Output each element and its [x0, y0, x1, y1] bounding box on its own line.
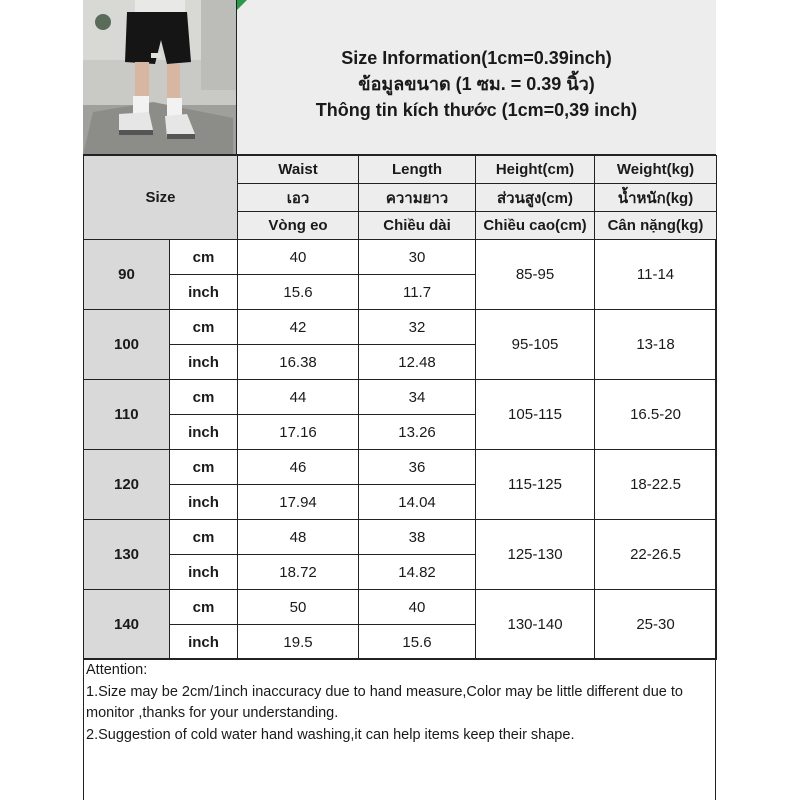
size-value: 130 — [84, 520, 170, 590]
table-row — [84, 520, 717, 555]
header-waist-en: Waist — [238, 156, 359, 184]
length-inch: 15.6 — [359, 625, 476, 660]
length-inch: 12.48 — [359, 345, 476, 380]
size-information-header — [237, 0, 716, 155]
unit-cm: cm — [170, 520, 238, 555]
header-weight-th: น้ำหนัก(kg) — [595, 184, 717, 212]
unit-inch: inch — [170, 625, 238, 660]
length-cm: 34 — [359, 380, 476, 415]
header-height-en: Height(cm) — [476, 156, 595, 184]
header-title-th: ข้อมูลขนาด (1 ซม. = 0.39 นิ้ว) — [358, 74, 595, 94]
size-column-title: Size — [84, 156, 238, 240]
unit-inch: inch — [170, 555, 238, 590]
length-cm: 38 — [359, 520, 476, 555]
header-title-en: Size Information(1cm=0.39inch) — [341, 48, 612, 68]
waist-inch: 17.16 — [238, 415, 359, 450]
height-range: 95-105 — [476, 310, 595, 380]
unit-inch: inch — [170, 275, 238, 310]
unit-cm: cm — [170, 450, 238, 485]
header-title-vi: Thông tin kích thước (1cm=0,39 inch) — [315, 100, 638, 120]
length-inch: 14.04 — [359, 485, 476, 520]
waist-cm: 42 — [238, 310, 359, 345]
waist-inch: 18.72 — [238, 555, 359, 590]
waist-cm: 44 — [238, 380, 359, 415]
weight-range: 22-26.5 — [595, 520, 717, 590]
waist-cm: 48 — [238, 520, 359, 555]
attention-note-2: 2.Suggestion of cold water hand washing,it can help items keep their shape. — [86, 726, 575, 743]
size-value: 120 — [84, 450, 170, 520]
attention-note-1: 1.Size may be 2cm/1inch inaccuracy due to hand measure,Color may be little different due to monitor ,thanks for your understanding. — [86, 683, 683, 721]
header-waist-vi: Vòng eo — [238, 212, 359, 240]
table-row — [84, 590, 717, 625]
unit-inch: inch — [170, 485, 238, 520]
length-cm: 30 — [359, 240, 476, 275]
attention-notes — [83, 658, 716, 800]
size-value: 100 — [84, 310, 170, 380]
unit-cm: cm — [170, 380, 238, 415]
waist-inch: 15.6 — [238, 275, 359, 310]
unit-cm: cm — [170, 590, 238, 625]
waist-inch: 16.38 — [238, 345, 359, 380]
header-waist-th: เอว — [238, 184, 359, 212]
waist-inch: 17.94 — [238, 485, 359, 520]
header-length-th: ความยาว — [359, 184, 476, 212]
length-inch: 14.82 — [359, 555, 476, 590]
size-value: 90 — [84, 240, 170, 310]
height-range: 115-125 — [476, 450, 595, 520]
header-length-vi: Chiều dài — [359, 212, 476, 240]
unit-cm: cm — [170, 310, 238, 345]
unit-inch: inch — [170, 345, 238, 380]
weight-range: 18-22.5 — [595, 450, 717, 520]
weight-range: 13-18 — [595, 310, 717, 380]
header-height-vi: Chiều cao(cm) — [476, 212, 595, 240]
product-photo-illustration — [83, 0, 237, 155]
size-value: 140 — [84, 590, 170, 660]
length-cm: 36 — [359, 450, 476, 485]
unit-inch: inch — [170, 415, 238, 450]
weight-range: 11-14 — [595, 240, 717, 310]
size-table — [83, 155, 717, 660]
table-row — [84, 450, 717, 485]
waist-cm: 40 — [238, 240, 359, 275]
header-height-th: ส่วนสูง(cm) — [476, 184, 595, 212]
table-row — [84, 380, 717, 415]
height-range: 125-130 — [476, 520, 595, 590]
waist-cm: 50 — [238, 590, 359, 625]
header-weight-vi: Cân nặng(kg) — [595, 212, 717, 240]
size-value: 110 — [84, 380, 170, 450]
table-row — [84, 310, 717, 345]
length-cm: 32 — [359, 310, 476, 345]
header-weight-en: Weight(kg) — [595, 156, 717, 184]
height-range: 105-115 — [476, 380, 595, 450]
waist-cm: 46 — [238, 450, 359, 485]
height-range: 85-95 — [476, 240, 595, 310]
waist-inch: 19.5 — [238, 625, 359, 660]
height-range: 130-140 — [476, 590, 595, 660]
header-length-en: Length — [359, 156, 476, 184]
length-inch: 11.7 — [359, 275, 476, 310]
attention-title: Attention: — [86, 662, 148, 678]
table-row — [84, 240, 717, 275]
product-photo — [83, 0, 237, 155]
unit-cm: cm — [170, 240, 238, 275]
weight-range: 25-30 — [595, 590, 717, 660]
length-inch: 13.26 — [359, 415, 476, 450]
length-cm: 40 — [359, 590, 476, 625]
corner-accent-icon — [237, 0, 247, 10]
weight-range: 16.5-20 — [595, 380, 717, 450]
